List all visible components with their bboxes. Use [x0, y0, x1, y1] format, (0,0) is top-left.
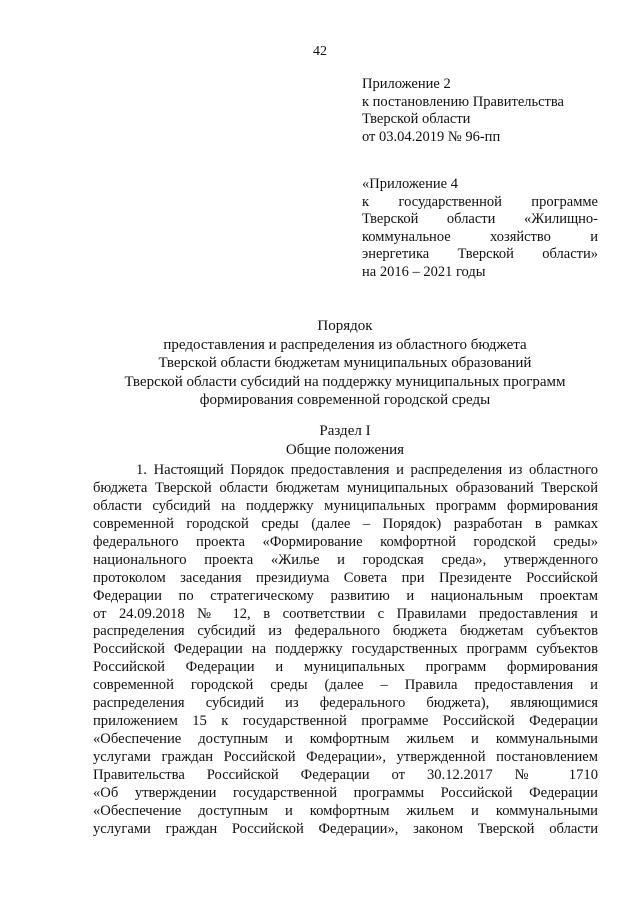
paragraph-line: протоколом заседания президиума Совета при Президенте Российской [93, 569, 598, 586]
appendix-quote [362, 176, 598, 281]
paragraph-line: распределения субсидий из федерального бюджета), являющимися [93, 695, 598, 712]
paragraph-line: 1. Настоящий Порядок предоставления и распределения из областного [136, 462, 598, 478]
appendix-header-line: к постановлению Правительства [362, 93, 564, 110]
title-line: Тверской области субсидий на поддержку муниципальных программ [124, 373, 566, 390]
appendix-header [362, 76, 598, 146]
section-number: Раздел I [319, 423, 371, 439]
paragraph-line: национального проекта «Жилье и городская среда», утвержденного [93, 551, 598, 568]
document-title [80, 317, 610, 410]
appendix-quote-line: Тверской области «Жилищно- [362, 211, 598, 227]
paragraph-line: услугами граждан Российской Федерации», законом Тверской области [93, 820, 598, 837]
section-name: Общие положения [285, 441, 405, 458]
paragraph-line: услугами граждан Российской Федерации», утвержденной постановлением [93, 749, 598, 765]
appendix-quote-line: «Приложение 4 [362, 176, 458, 192]
paragraph-line: «Обеспечение доступным и комфортным жильем и коммунальными [93, 731, 598, 748]
paragraph-line: современной городской среды (далее – Порядок) разработан в рамках [93, 515, 598, 532]
paragraph-line: федерального проекта «Формирование комфортной городской среды» [93, 533, 598, 550]
paragraph-line: Российской Федерации и муниципальных программ формирования [93, 659, 598, 676]
paragraph-line: Правительства Российской Федерации от 30.12.2017 № 1710 [93, 766, 598, 783]
section-heading [80, 422, 610, 459]
appendix-header-line: Приложение 2 [362, 76, 451, 92]
paragraph-line: современной городской среды (далее – Правила предоставления и [93, 677, 598, 694]
title-line: Порядок [317, 318, 373, 334]
paragraph-line: бюджета Тверской области бюджетам муниципальных образований Тверской [93, 479, 598, 496]
appendix-quote-line: на 2016 – 2021 годы [362, 263, 486, 280]
appendix-quote-line: к государственной программе [362, 193, 598, 210]
paragraph-line: Федерации по стратегическому развитию и национальным проектам [93, 587, 598, 604]
paragraph-line: области субсидий на поддержку муниципальных программ формирования [93, 497, 598, 514]
title-line: Тверской области бюджетам муниципальных образований [158, 355, 532, 371]
appendix-header-line: от 03.04.2019 № 96-пп [362, 128, 501, 145]
appendix-header-line: Тверской области [362, 111, 471, 127]
page-number: 42 [313, 44, 327, 59]
paragraph-line: приложением 15 к государственной программе Российской Федерации [93, 713, 598, 730]
paragraph-line: «Об утверждении государственной программы Российской Федерации [93, 784, 598, 801]
appendix-quote-line: энергетика Тверской области» [362, 246, 598, 262]
paragraph-line: «Обеспечение доступным и комфортным жильем и коммунальными [93, 802, 598, 819]
paragraph-line: распределения субсидий из федерального бюджета бюджетам субъектов [93, 623, 598, 640]
title-line: формирования современной городской среды [199, 392, 491, 408]
paragraph-1 [93, 462, 598, 839]
paragraph-line: Российской Федерации на поддержку государственных программ субъектов [93, 641, 598, 658]
appendix-quote-line: коммунальное хозяйство и [362, 228, 598, 245]
paragraph-line: от 24.09.2018 № 12, в соответствии с Правилами предоставления и [93, 605, 598, 622]
title-line: предоставления и распределения из областного бюджета [163, 336, 527, 353]
